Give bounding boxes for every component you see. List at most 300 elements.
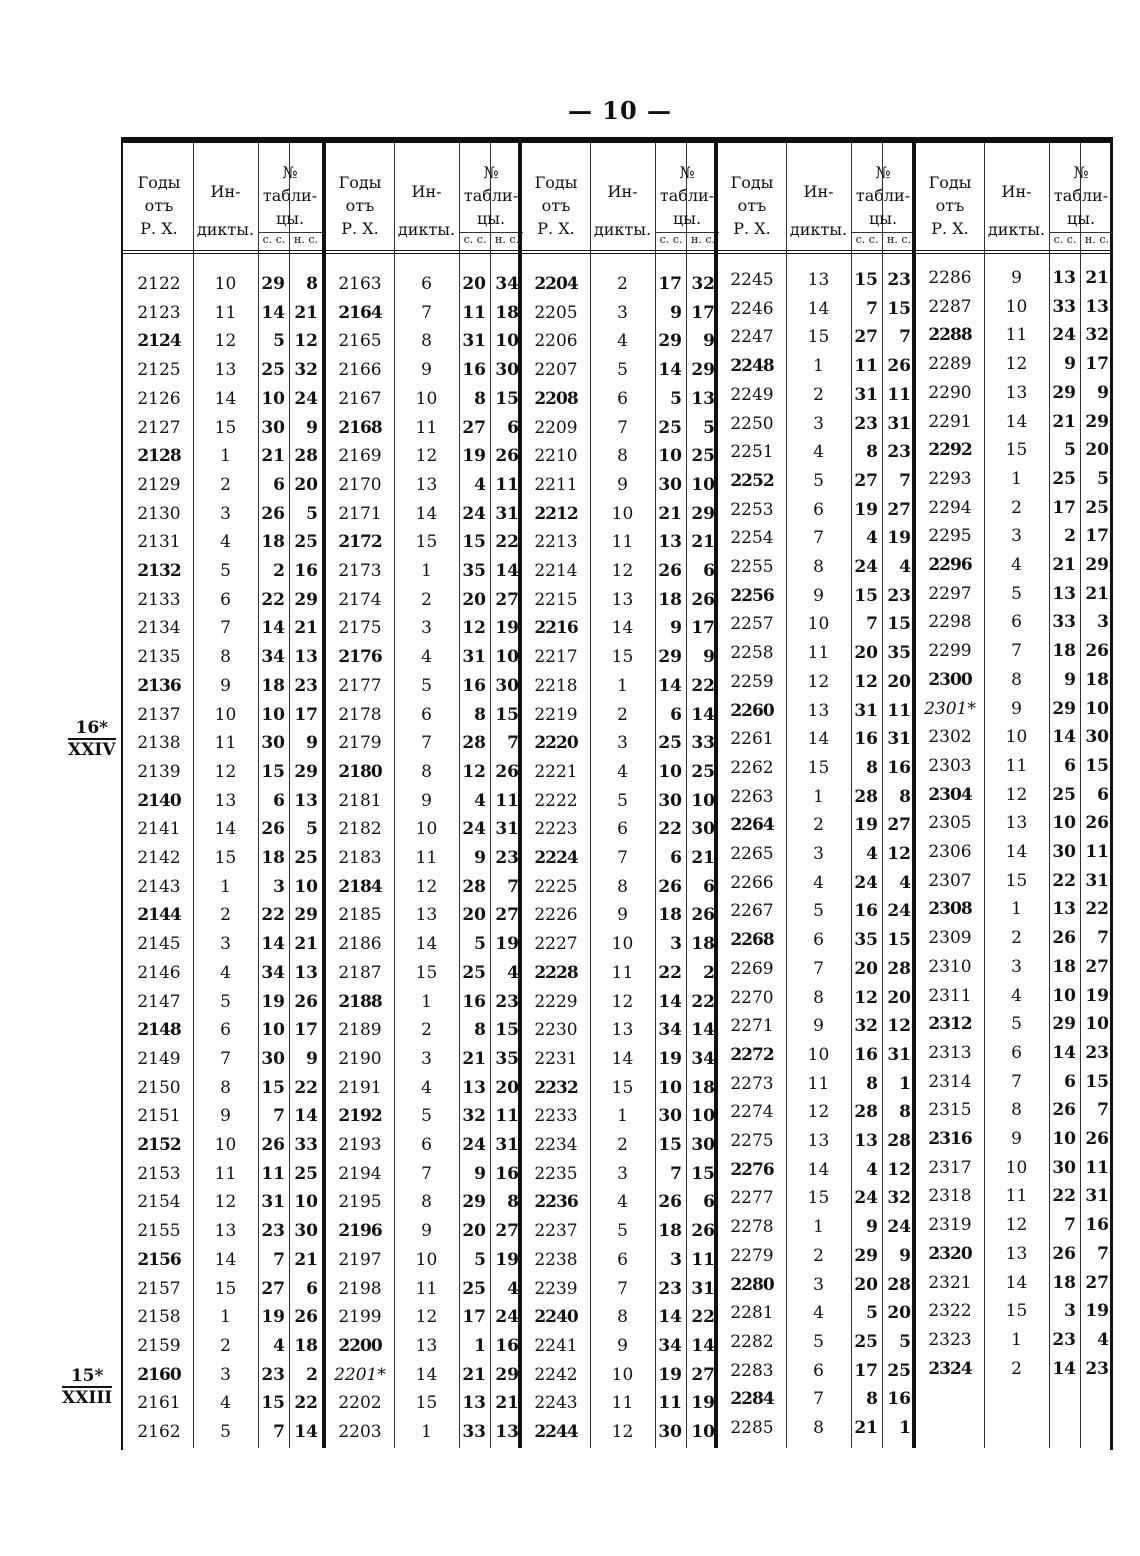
table-ss-cell: 25: [1052, 784, 1076, 805]
table-ns-cell: 26: [691, 589, 715, 610]
table-ss-cell: 13: [1052, 268, 1076, 288]
indiction-cell: 12: [807, 1102, 830, 1123]
table-ss-cell: 29: [658, 331, 682, 352]
table-ss-cell: 33: [462, 1422, 486, 1442]
table-ss-cell: 8: [474, 704, 486, 725]
table-row: [718, 524, 915, 552]
year-cell: 2251: [730, 442, 774, 463]
table-ns-cell: 11: [887, 384, 911, 405]
table-ss-cell: 10: [1052, 1129, 1076, 1149]
table-ns-cell: 10: [1085, 698, 1109, 719]
table-ss-cell: 8: [866, 1389, 878, 1410]
table-row: [326, 270, 523, 298]
year-cell: 2209: [534, 417, 578, 438]
table-ss-cell: 8: [866, 1073, 878, 1094]
table-ns-cell: 15: [495, 704, 519, 725]
year-cell: 2277: [730, 1188, 774, 1209]
indiction-cell: 8: [813, 987, 824, 1008]
table-ns-cell: 33: [691, 733, 715, 754]
indiction-cell: 13: [415, 1335, 438, 1356]
table-row: [326, 1361, 523, 1389]
year-cell: 2223: [534, 819, 578, 840]
table-row: [125, 1102, 322, 1130]
header-years-line: отъ: [935, 196, 965, 215]
year-cell: 2240: [534, 1307, 578, 1328]
table-row: [326, 758, 523, 786]
table-row: [522, 643, 719, 671]
year-cell: 2194: [338, 1163, 382, 1184]
indiction-cell: 3: [1011, 956, 1022, 977]
header-years: [125, 143, 193, 253]
table-row: [916, 895, 1113, 923]
table-row: [718, 496, 915, 524]
table-row: [326, 385, 523, 413]
table-ns-cell: 9: [899, 1245, 911, 1266]
year-cell: 2310: [928, 956, 972, 977]
indiction-cell: 9: [220, 1106, 231, 1127]
indiction-cell: 3: [813, 844, 824, 864]
table-row: [125, 1217, 322, 1245]
table-ss-cell: 2: [273, 561, 285, 581]
table-ss-cell: 3: [670, 1249, 682, 1270]
table-ss-cell: 3: [1064, 1301, 1076, 1322]
table-ss-cell: 8: [866, 757, 878, 778]
indiction-cell: 13: [611, 1020, 634, 1041]
table-ss-cell: 9: [474, 1163, 486, 1184]
table-ns-cell: 7: [1097, 1100, 1109, 1121]
table-ns-cell: 5: [703, 417, 715, 438]
indiction-cell: 15: [807, 757, 830, 778]
table-row: [522, 614, 719, 642]
table-row: [326, 815, 523, 843]
table-ss-cell: 22: [658, 962, 682, 983]
indiction-cell: 4: [220, 532, 231, 553]
table-row: [718, 1012, 915, 1040]
table-row: [916, 838, 1113, 866]
indiction-cell: 9: [1011, 268, 1022, 288]
table-ns-cell: 26: [294, 1307, 318, 1328]
header-indictions-line: Ин-: [607, 182, 638, 201]
year-cell: 2159: [137, 1335, 181, 1356]
table-ns-cell: 9: [306, 733, 318, 754]
table-row: [916, 1010, 1113, 1038]
table-row: [522, 1275, 719, 1303]
table-ss-cell: 16: [462, 675, 486, 696]
table-ns-cell: 25: [294, 532, 318, 553]
table-row: [718, 1414, 915, 1442]
table-ss-cell: 24: [1052, 325, 1076, 346]
year-cell: 2215: [534, 589, 578, 610]
table-row: [718, 1299, 915, 1327]
table-ss-cell: 17: [462, 1307, 486, 1328]
table-ss-cell: 21: [462, 1364, 486, 1385]
header-years-line: отъ: [144, 196, 174, 215]
table-ns-cell: 31: [887, 729, 911, 750]
table-ns-cell: 22: [691, 675, 715, 696]
indiction-cell: 8: [1011, 669, 1022, 690]
table-ss-cell: 7: [273, 1249, 285, 1270]
year-cell: 2266: [730, 872, 774, 893]
year-cell: 2145: [137, 934, 181, 955]
indiction-cell: 14: [611, 1048, 634, 1069]
table-ss-cell: 1: [474, 1335, 486, 1356]
indiction-cell: 13: [415, 905, 438, 926]
year-cell: 2172: [338, 532, 382, 553]
year-cell: 2281: [730, 1303, 774, 1324]
table-ns-cell: 26: [691, 905, 715, 926]
table-row: [916, 982, 1113, 1010]
table-row: [522, 471, 719, 499]
table-ss-cell: 10: [261, 1020, 285, 1041]
year-cell: 2260: [730, 700, 774, 721]
header-indictions: [394, 143, 459, 253]
table-row: [522, 787, 719, 815]
table-ns-cell: 26: [495, 761, 519, 782]
indiction-cell: 6: [220, 589, 231, 610]
table-ss-cell: 30: [1052, 842, 1076, 862]
table-ss-cell: 30: [658, 474, 682, 495]
indiction-cell: 4: [220, 962, 231, 983]
table-row: [718, 582, 915, 610]
year-cell: 2168: [338, 417, 382, 438]
table-ns-cell: 6: [703, 1192, 715, 1213]
table-ss-cell: 11: [854, 356, 878, 377]
header-years: [718, 143, 786, 253]
table-row: [125, 270, 322, 298]
table-row: [916, 321, 1113, 349]
table-row: [916, 666, 1113, 694]
table-row: [718, 266, 915, 294]
table-row: [916, 1355, 1113, 1383]
table-ns-cell: 11: [1085, 842, 1109, 862]
year-cell: 2139: [137, 761, 181, 782]
indiction-cell: 10: [807, 1044, 830, 1065]
table-row: [718, 926, 915, 954]
table-ss-cell: 10: [658, 1077, 682, 1098]
table-ss-cell: 21: [261, 446, 285, 467]
indiction-cell: 4: [617, 1192, 628, 1213]
table-row: [326, 1246, 523, 1274]
header-indictions: [786, 143, 851, 253]
table-ss-cell: 9: [670, 618, 682, 639]
table-row: [125, 1275, 322, 1303]
indiction-cell: 1: [421, 561, 432, 581]
indiction-cell: 11: [214, 733, 237, 754]
table-ss-cell: 10: [658, 446, 682, 467]
table-ss-cell: 14: [658, 675, 682, 696]
indiction-cell: 10: [415, 1249, 438, 1270]
table-ss-cell: 17: [854, 1360, 878, 1381]
indiction-cell: 4: [813, 442, 824, 463]
indiction-cell: 9: [421, 1221, 432, 1242]
year-cell: 2224: [534, 848, 578, 868]
table-ns-cell: 4: [507, 1278, 519, 1299]
year-cell: 2236: [534, 1192, 578, 1213]
year-cell: 2233: [534, 1106, 578, 1127]
table-ns-cell: 19: [495, 1249, 519, 1270]
indiction-cell: 6: [421, 704, 432, 725]
table-ns-cell: 24: [495, 1307, 519, 1328]
table-row: [326, 1303, 523, 1331]
year-cell: 2197: [338, 1249, 382, 1270]
indiction-cell: 11: [214, 302, 237, 323]
indiction-cell: 15: [807, 1188, 830, 1209]
table-row: [916, 1068, 1113, 1096]
table-ns-cell: 30: [691, 819, 715, 840]
table-row: [522, 1217, 719, 1245]
table-ss-cell: 14: [261, 934, 285, 955]
table-ns-cell: 20: [495, 1077, 519, 1098]
table-row: [125, 1418, 322, 1446]
table-ss-cell: 25: [658, 733, 682, 754]
table-ss-cell: 16: [854, 729, 878, 750]
table-ss-cell: 13: [1052, 583, 1076, 604]
header-years-line: Годы: [928, 173, 972, 192]
year-cell: 2309: [928, 928, 972, 949]
table-row: [326, 442, 523, 470]
year-cell: 2300: [928, 669, 972, 690]
table-ss-cell: 6: [670, 848, 682, 868]
table-ns-cell: 6: [507, 417, 519, 438]
table-ns-cell: 17: [691, 302, 715, 323]
table-ss-cell: 18: [261, 532, 285, 553]
table-ss-cell: 28: [462, 876, 486, 897]
table-ss-cell: 7: [1064, 1215, 1076, 1236]
table-row: [522, 1389, 719, 1417]
year-cell: 2208: [534, 388, 578, 409]
table-row: [522, 988, 719, 1016]
table-ss-cell: 26: [1052, 928, 1076, 949]
year-cell: 2256: [730, 585, 774, 606]
table-row: [326, 414, 523, 442]
year-cell: 2287: [928, 296, 972, 317]
indiction-cell: 13: [611, 589, 634, 610]
table-ns-cell: 11: [691, 1249, 715, 1270]
table-ss-cell: 15: [261, 1077, 285, 1098]
table-row: [916, 1240, 1113, 1268]
year-cell: 2312: [928, 1014, 972, 1035]
table-ns-cell: 15: [1085, 1071, 1109, 1092]
table-row: [326, 844, 523, 872]
table-ns-cell: 1: [899, 1073, 911, 1094]
table-row: [326, 1275, 523, 1303]
header-table-line: табли-: [262, 186, 318, 205]
indiction-cell: 7: [220, 618, 231, 639]
table-ns-cell: 5: [1097, 468, 1109, 489]
table-row: [916, 264, 1113, 292]
year-cell: 2286: [928, 268, 972, 288]
year-cell: 2275: [730, 1131, 774, 1151]
table-ns-cell: 15: [691, 1163, 715, 1184]
table-row: [125, 643, 322, 671]
table-row: [522, 1131, 719, 1159]
table-row: [125, 787, 322, 815]
table-row: [125, 1361, 322, 1389]
table-ss-cell: 11: [658, 1393, 682, 1414]
year-cell: 2258: [730, 643, 774, 664]
table-block-1: [125, 143, 322, 1448]
year-cell: 2255: [730, 557, 774, 577]
table-ns-cell: 26: [294, 991, 318, 1012]
indiction-cell: 14: [1005, 1272, 1028, 1293]
table-ss-cell: 18: [658, 589, 682, 610]
indiction-cell: 12: [1005, 354, 1028, 375]
table-row: [125, 815, 322, 843]
year-cell: 2250: [730, 413, 774, 434]
year-cell: 2297: [928, 583, 972, 604]
table-row: [718, 381, 915, 409]
table-ns-cell: 29: [1085, 555, 1109, 575]
header-years: [916, 143, 984, 253]
indiction-cell: 7: [617, 417, 628, 438]
table-ns-cell: 22: [495, 532, 519, 553]
year-cell: 2249: [730, 384, 774, 405]
table-ns-cell: 34: [691, 1048, 715, 1069]
table-row: [522, 270, 719, 298]
table-ns-cell: 6: [703, 876, 715, 897]
indiction-cell: 4: [617, 761, 628, 782]
table-ns-cell: 10: [294, 876, 318, 897]
table-ns-cell: 35: [495, 1048, 519, 1069]
year-cell: 2165: [338, 331, 382, 352]
table-ns-cell: 18: [691, 1077, 715, 1098]
table-ss-cell: 16: [854, 1044, 878, 1065]
indiction-cell: 15: [214, 1278, 237, 1299]
year-cell: 2150: [137, 1077, 181, 1098]
table-row: [916, 522, 1113, 550]
year-cell: 2216: [534, 618, 578, 639]
table-ss-cell: 31: [261, 1192, 285, 1213]
indiction-cell: 10: [1005, 1157, 1028, 1178]
table-block-5: [912, 143, 1113, 1448]
table-row: [718, 410, 915, 438]
table-row: [916, 608, 1113, 636]
table-row: [718, 897, 915, 925]
table-ns-cell: 5: [306, 819, 318, 840]
table-row: [125, 614, 322, 642]
year-cell: 2184: [338, 876, 382, 897]
table-ns-cell: 29: [294, 905, 318, 926]
table-row: [718, 697, 915, 725]
year-cell: 2265: [730, 844, 774, 864]
table-ns-cell: 23: [887, 270, 911, 290]
indiction-cell: 1: [813, 786, 824, 807]
indiction-cell: 3: [617, 1163, 628, 1184]
table-ss-cell: 18: [1052, 1272, 1076, 1293]
indiction-cell: 13: [807, 1131, 830, 1151]
table-row: [522, 385, 719, 413]
indiction-cell: 7: [813, 1389, 824, 1410]
year-cell: 2243: [534, 1393, 578, 1414]
table-ns-cell: 4: [899, 557, 911, 577]
indiction-cell: 3: [220, 934, 231, 955]
year-cell: 2289: [928, 354, 972, 375]
table-row: [326, 327, 523, 355]
indiction-cell: 2: [617, 274, 628, 294]
table-ss-cell: 28: [854, 1102, 878, 1123]
year-cell: 2140: [137, 790, 181, 811]
table-ss-cell: 19: [854, 499, 878, 520]
table-ns-cell: 32: [691, 274, 715, 294]
table-ss-cell: 23: [261, 1221, 285, 1242]
table-row: [916, 293, 1113, 321]
table-ss-cell: 18: [658, 1221, 682, 1242]
table-row: [326, 1332, 523, 1360]
header-subcolumns: [655, 232, 719, 246]
indiction-cell: 11: [415, 848, 438, 868]
table-ns-cell: 34: [495, 274, 519, 294]
year-cell: 2124: [137, 331, 181, 352]
year-cell: 2182: [338, 819, 382, 840]
year-cell: 2207: [534, 360, 578, 381]
table-ss-cell: 21: [658, 503, 682, 524]
year-cell: 2136: [137, 675, 181, 696]
indiction-cell: 5: [1011, 583, 1022, 604]
table-ss-cell: 15: [261, 1393, 285, 1414]
year-cell: 2171: [338, 503, 382, 524]
table-ss-cell: 19: [462, 446, 486, 467]
year-cell: 2129: [137, 474, 181, 495]
table-ss-cell: 29: [462, 1192, 486, 1213]
indiction-cell: 7: [421, 302, 432, 323]
indiction-cell: 5: [1011, 1014, 1022, 1035]
table-row: [916, 1269, 1113, 1297]
table-ns-cell: 18: [1085, 669, 1109, 690]
table-ns-cell: 21: [691, 848, 715, 868]
indiction-cell: 14: [1005, 842, 1028, 862]
table-row: [522, 1074, 719, 1102]
year-cell: 2187: [338, 962, 382, 983]
table-ns-cell: 11: [495, 1106, 519, 1127]
indiction-cell: 1: [813, 356, 824, 377]
indiction-cell: 10: [214, 274, 237, 294]
table-row: [326, 356, 523, 384]
table-row: [125, 557, 322, 585]
year-cell: 2321: [928, 1272, 972, 1293]
year-cell: 2272: [730, 1044, 774, 1065]
indiction-cell: 12: [214, 761, 237, 782]
table-row: [125, 758, 322, 786]
table-ns-cell: 10: [691, 474, 715, 495]
table-ss-cell: 11: [462, 302, 486, 323]
table-ss-cell: 4: [866, 844, 878, 864]
table-ss-cell: 24: [854, 1188, 878, 1209]
table-ss-cell: 30: [658, 1106, 682, 1127]
indiction-cell: 1: [220, 876, 231, 897]
table-row: [125, 586, 322, 614]
year-cell: 2241: [534, 1335, 578, 1356]
indiction-cell: 12: [415, 1307, 438, 1328]
year-cell: 2276: [730, 1159, 774, 1180]
year-cell: 2122: [137, 274, 181, 294]
table-ss-cell: 16: [462, 360, 486, 381]
year-cell: 2204: [534, 274, 578, 294]
table-row: [916, 1039, 1113, 1067]
table-ss-cell: 15: [261, 761, 285, 782]
year-cell: 2183: [338, 848, 382, 868]
indiction-cell: 5: [813, 901, 824, 922]
table-ns-cell: 4: [1097, 1329, 1109, 1350]
year-cell: 2166: [338, 360, 382, 381]
table-ss-cell: 29: [1052, 382, 1076, 403]
table-ss-cell: 9: [670, 302, 682, 323]
indiction-cell: 2: [421, 589, 432, 610]
header-indictions-line: дикты.: [593, 220, 652, 239]
table-row: [125, 1074, 322, 1102]
indiction-cell: 10: [1005, 727, 1028, 748]
header-years-line: Р. Х.: [140, 219, 178, 238]
indiction-cell: 15: [1005, 870, 1028, 891]
